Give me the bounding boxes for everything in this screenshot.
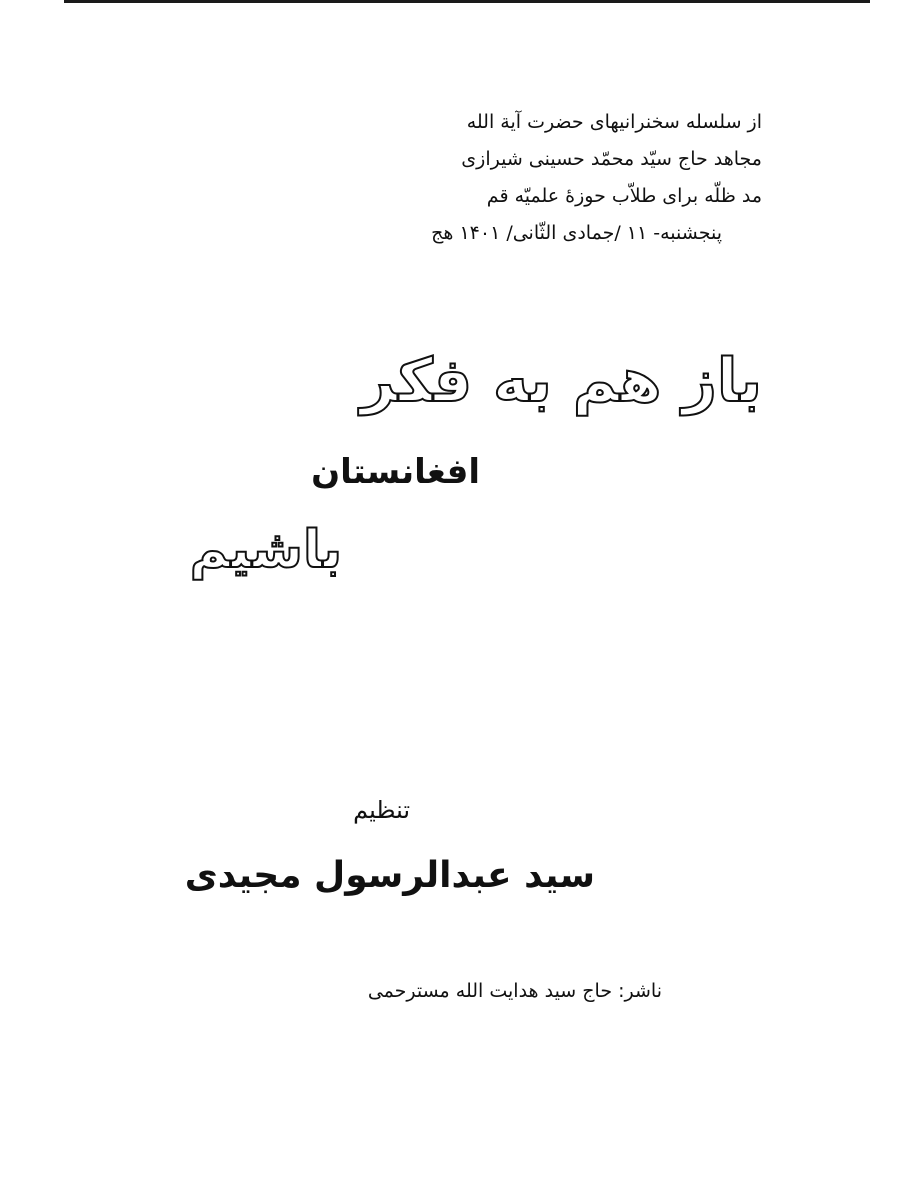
intro-line-1: از سلسله سخنرانیهای حضرت آیة الله <box>466 111 762 133</box>
title-part-2: افغانستان <box>311 452 480 492</box>
top-rule <box>64 0 870 3</box>
publisher-line: ناشر: حاج سید هدایت الله مسترحمی <box>367 980 662 1002</box>
intro-line-2: مجاهد حاج سیّد محمّد حسینی شیرازی <box>461 148 762 170</box>
title-part-3: باشیم <box>189 520 342 580</box>
title-part-1: باز هم به فکر <box>360 346 762 416</box>
intro-line-3: مد ظلّه برای طلاّب حوزهٔ علمیّه قم <box>486 185 762 207</box>
intro-date-line: پنجشنبه- ۱۱ /جمادی الثّانی/ ۱۴۰۱ هج <box>431 222 722 244</box>
intro-block <box>431 104 762 252</box>
compiler-name: سید عبدالرسول مجیدی <box>184 855 595 896</box>
compiler-label: تنظیم <box>353 796 410 824</box>
